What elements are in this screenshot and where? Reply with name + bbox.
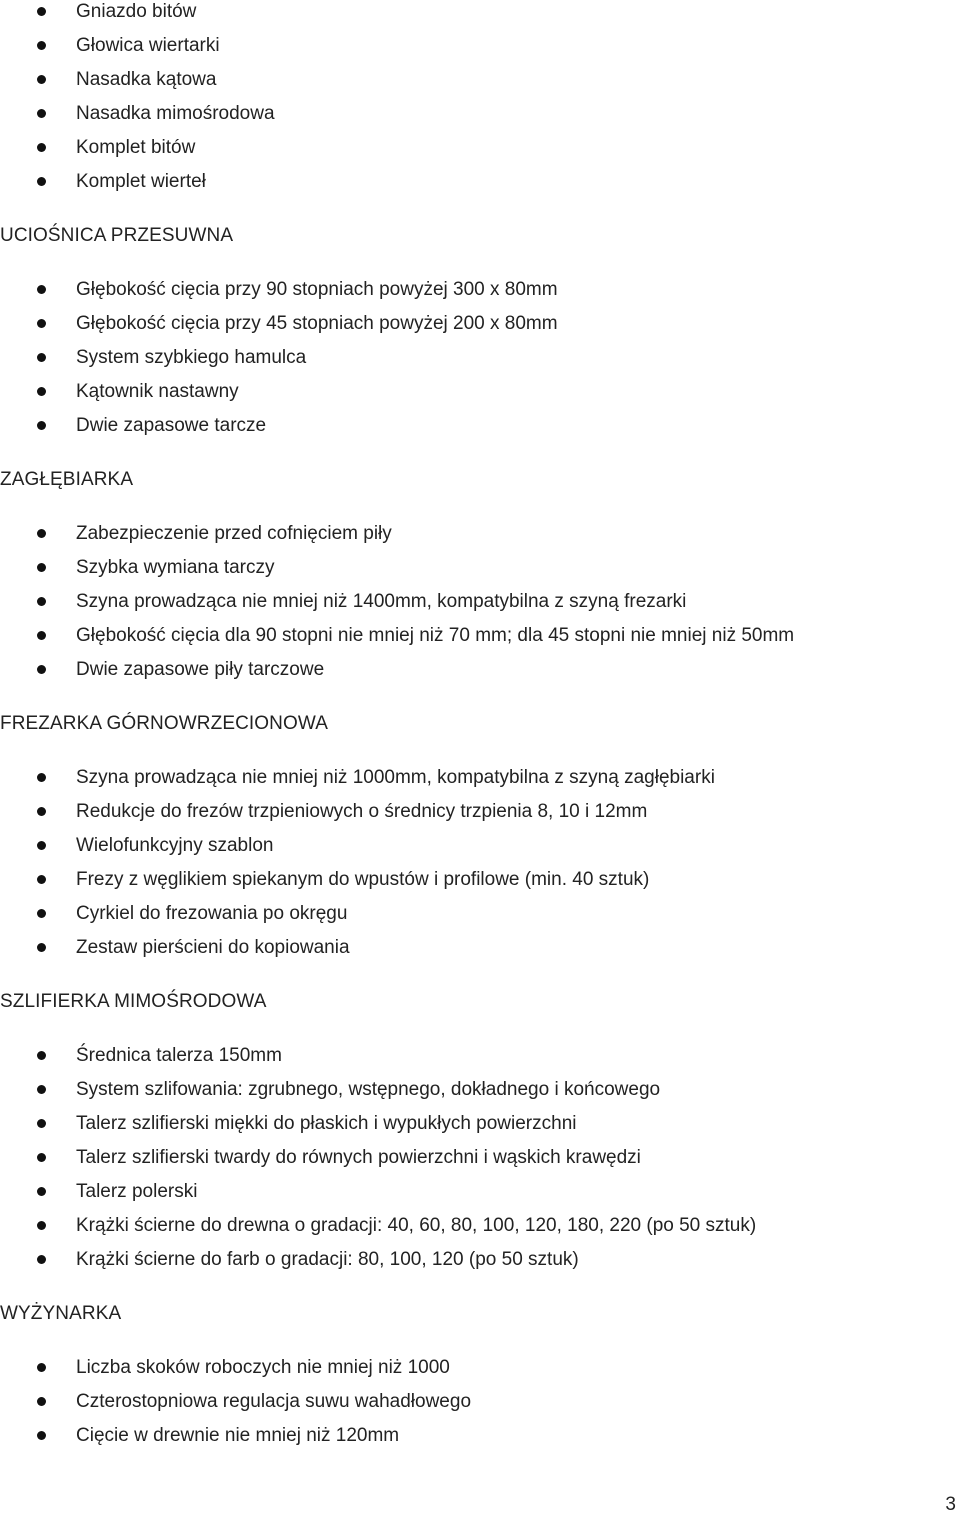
bullet-icon bbox=[37, 1119, 46, 1128]
list-item-text: Komplet bitów bbox=[76, 137, 196, 158]
list-item-text: Szyna prowadząca nie mniej niż 1400mm, kompatybilna z szyną frezarki bbox=[76, 591, 687, 612]
list-item bbox=[0, 761, 960, 795]
bullet-icon bbox=[37, 773, 46, 782]
list-item bbox=[0, 1175, 960, 1209]
bullet-icon bbox=[37, 143, 46, 152]
bullet-icon bbox=[37, 665, 46, 674]
bullet-icon bbox=[37, 421, 46, 430]
list-item bbox=[0, 1419, 960, 1453]
list-item-text: Głowica wiertarki bbox=[76, 35, 220, 56]
list-item-text: Głębokość cięcia przy 45 stopniach powyżej 200 x 80mm bbox=[76, 313, 558, 334]
list-item-text: Talerz szlifierski twardy do równych powierzchni i wąskich krawędzi bbox=[76, 1147, 641, 1168]
bullet-icon bbox=[37, 7, 46, 16]
bullet-icon bbox=[37, 943, 46, 952]
list-item bbox=[0, 897, 960, 931]
list-item-text: Gniazdo bitów bbox=[76, 1, 197, 22]
list-item bbox=[0, 409, 960, 443]
bullet-icon bbox=[37, 563, 46, 572]
bullet-icon bbox=[37, 807, 46, 816]
list-item-text: System szlifowania: zgrubnego, wstępnego, dokładnego i końcowego bbox=[76, 1079, 661, 1100]
bullet-icon bbox=[37, 841, 46, 850]
list-item-text: Czterostopniowa regulacja suwu wahadłowego bbox=[76, 1391, 472, 1412]
list-item bbox=[0, 1039, 960, 1073]
bullet-icon bbox=[37, 387, 46, 396]
list-item-text: Krążki ścierne do farb o gradacji: 80, 100, 120 (po 50 sztuk) bbox=[76, 1249, 579, 1270]
list-item-text: Wielofunkcyjny szablon bbox=[76, 835, 274, 856]
list-item bbox=[0, 1351, 960, 1385]
bullet-icon bbox=[37, 1431, 46, 1440]
list-item-text: Szyna prowadząca nie mniej niż 1000mm, kompatybilna z szyną zagłębiarki bbox=[76, 767, 715, 788]
list-item-text: Dwie zapasowe piły tarczowe bbox=[76, 659, 325, 680]
list-item-text: Frezy z węglikiem spiekanym do wpustów i profilowe (min. 40 sztuk) bbox=[76, 869, 650, 890]
list-item bbox=[0, 619, 960, 653]
list-item-text: Głębokość cięcia dla 90 stopni nie mniej niż 70 mm; dla 45 stopni nie mniej niż 50mm bbox=[76, 625, 795, 646]
list-item-text: Komplet wierteł bbox=[76, 171, 206, 192]
list-item bbox=[0, 341, 960, 375]
list-item-text: Talerz polerski bbox=[76, 1181, 198, 1202]
section-heading: WYŻYNARKA bbox=[0, 1303, 122, 1324]
list-item-text: Zabezpieczenie przed cofnięciem piły bbox=[76, 523, 392, 544]
list-item bbox=[0, 307, 960, 341]
list-item-text: Liczba skoków roboczych nie mniej niż 1000 bbox=[76, 1357, 450, 1378]
list-item-text: System szybkiego hamulca bbox=[76, 347, 307, 368]
bullet-icon bbox=[37, 875, 46, 884]
list-item bbox=[0, 829, 960, 863]
bullet-icon bbox=[37, 1397, 46, 1406]
section-heading: ZAGŁĘBIARKA bbox=[0, 469, 134, 490]
list-item bbox=[0, 551, 960, 585]
intro-list bbox=[0, 0, 960, 199]
list-item-text: Cyrkiel do frezowania po okręgu bbox=[76, 903, 348, 924]
list-item-text: Dwie zapasowe tarcze bbox=[76, 415, 267, 436]
bullet-icon bbox=[37, 75, 46, 84]
list-item bbox=[0, 131, 960, 165]
list-item bbox=[0, 795, 960, 829]
bullet-icon bbox=[37, 597, 46, 606]
section-heading: SZLIFIERKA MIMOŚRODOWA bbox=[0, 991, 267, 1012]
list-item-text: Nasadka mimośrodowa bbox=[76, 103, 275, 124]
section-list bbox=[0, 1039, 960, 1277]
list-item bbox=[0, 63, 960, 97]
list-item bbox=[0, 653, 960, 687]
list-item bbox=[0, 863, 960, 897]
bullet-icon bbox=[37, 1051, 46, 1060]
list-item bbox=[0, 1107, 960, 1141]
bullet-icon bbox=[37, 285, 46, 294]
bullet-icon bbox=[37, 529, 46, 538]
list-item bbox=[0, 931, 960, 965]
list-item-text: Głębokość cięcia przy 90 stopniach powyżej 300 x 80mm bbox=[76, 279, 558, 300]
page-number: 3 bbox=[945, 1494, 956, 1515]
bullet-icon bbox=[37, 319, 46, 328]
section-list bbox=[0, 761, 960, 965]
list-item-text: Talerz szlifierski miękki do płaskich i wypukłych powierzchni bbox=[76, 1113, 577, 1134]
list-item-text: Cięcie w drewnie nie mniej niż 120mm bbox=[76, 1425, 400, 1446]
section-heading: FREZARKA GÓRNOWRZECIONOWA bbox=[0, 713, 328, 734]
list-item-text: Szybka wymiana tarczy bbox=[76, 557, 275, 578]
section-list bbox=[0, 517, 960, 687]
bullet-icon bbox=[37, 177, 46, 186]
list-item bbox=[0, 1141, 960, 1175]
list-item-text: Zestaw pierścieni do kopiowania bbox=[76, 937, 350, 958]
list-item bbox=[0, 1385, 960, 1419]
list-item bbox=[0, 1243, 960, 1277]
bullet-icon bbox=[37, 631, 46, 640]
list-item-text: Kątownik nastawny bbox=[76, 381, 239, 402]
list-item bbox=[0, 1073, 960, 1107]
bullet-icon bbox=[37, 909, 46, 918]
list-item bbox=[0, 375, 960, 409]
bullet-icon bbox=[37, 41, 46, 50]
section-heading: UCIOŚNICA PRZESUWNA bbox=[0, 225, 234, 246]
bullet-icon bbox=[37, 1187, 46, 1196]
list-item bbox=[0, 585, 960, 619]
list-item bbox=[0, 165, 960, 199]
bullet-icon bbox=[37, 353, 46, 362]
list-item-text: Średnica talerza 150mm bbox=[76, 1045, 282, 1066]
list-item bbox=[0, 273, 960, 307]
list-item bbox=[0, 1209, 960, 1243]
list-item-text: Nasadka kątowa bbox=[76, 69, 217, 90]
list-item bbox=[0, 29, 960, 63]
list-item-text: Krążki ścierne do drewna o gradacji: 40, 60, 80, 100, 120, 180, 220 (po 50 sztuk) bbox=[76, 1215, 757, 1236]
bullet-icon bbox=[37, 1255, 46, 1264]
bullet-icon bbox=[37, 1221, 46, 1230]
list-item bbox=[0, 97, 960, 131]
bullet-icon bbox=[37, 109, 46, 118]
section-list bbox=[0, 1351, 960, 1453]
bullet-icon bbox=[37, 1153, 46, 1162]
list-item bbox=[0, 0, 960, 29]
list-item bbox=[0, 517, 960, 551]
bullet-icon bbox=[37, 1363, 46, 1372]
bullet-icon bbox=[37, 1085, 46, 1094]
section-list bbox=[0, 273, 960, 443]
list-item-text: Redukcje do frezów trzpieniowych o średnicy trzpienia 8, 10 i 12mm bbox=[76, 801, 648, 822]
